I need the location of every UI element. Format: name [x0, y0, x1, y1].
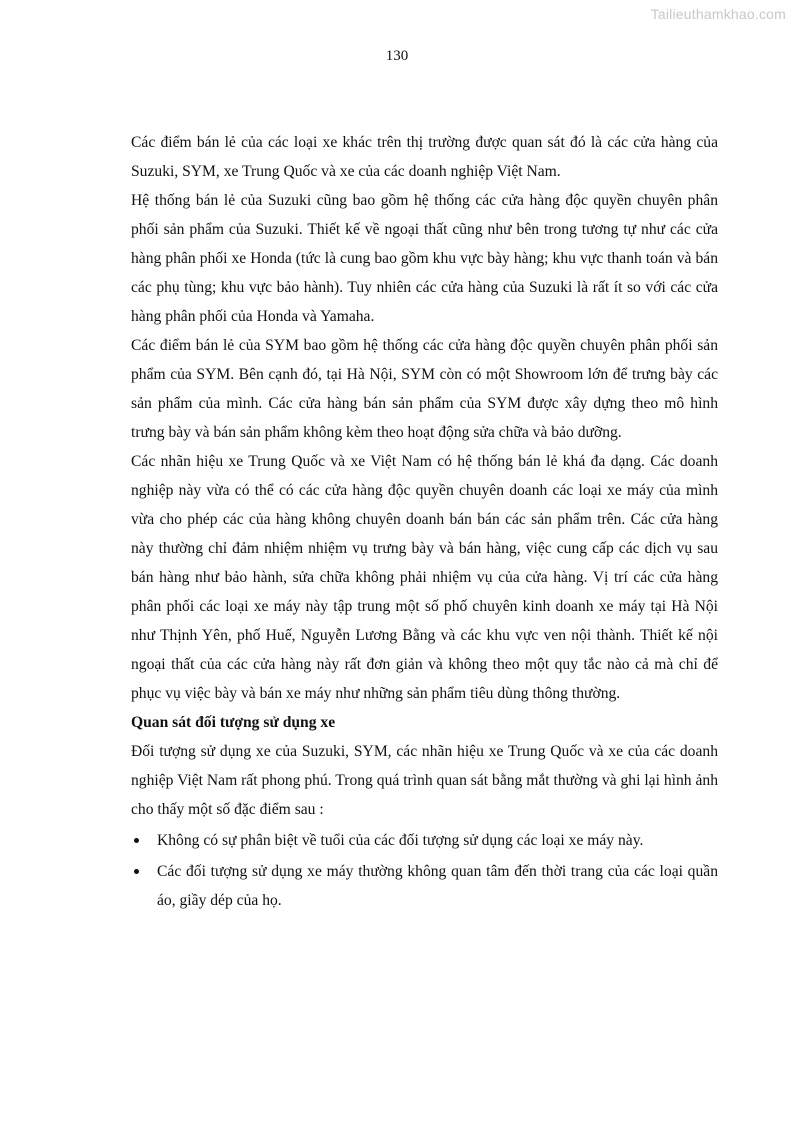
- paragraph-retail-overview: Các điểm bán lẻ của các loại xe khác trên thị trường được quan sát đó là các cửa hàng của Suzuki, SYM, xe Trung Quốc và xe của các doanh nghiệp Việt Nam.: [131, 134, 718, 180]
- bullet-icon: [134, 838, 139, 843]
- paragraph-chinese-vietnamese-retail: Các nhãn hiệu xe Trung Quốc và xe Việt Nam có hệ thống bán lẻ khá đa dạng. Các doanh nghiệp này vừa có thể có các cửa hàng độc quyền chuyên doanh các loại xe máy của mình vừa cho phép các của hàng không chuyên doanh bán bán các sản phẩm trên. Các cửa hàng này thường chỉ đảm nhiệm nhiệm vụ trưng bày và bán hàng, việc cung cấp các dịch vụ sau bán hàng như bảo hành, sửa chữa không phải nhiệm vụ của cửa hàng. Vị trí các cửa hàng phân phối các loại xe máy này tập trung một số phố chuyên kinh doanh xe máy tại Hà Nội như Thịnh Yên, phố Huế, Nguyễn Lương Bằng và các khu vực ven nội thành. Thiết kế nội ngoại thất của các cửa hàng này rất đơn giản và không theo một quy tắc nào cả mà chỉ để phục vụ việc bày và bán xe máy như những sản phẩm tiêu dùng thông thường.: [131, 453, 718, 702]
- list-item: [131, 857, 718, 915]
- list-item: [131, 826, 718, 855]
- section-heading: Quan sát đối tượng sử dụng xe: [131, 714, 336, 731]
- bullet-text: Không có sự phân biệt về tuổi của các đối tượng sử dụng các loại xe máy này.: [157, 832, 644, 849]
- bullet-list: [131, 826, 718, 915]
- paragraph-observation-intro: Đối tượng sử dụng xe của Suzuki, SYM, các nhãn hiệu xe Trung Quốc và xe của các doanh nghiệp Việt Nam rất phong phú. Trong quá trình quan sát bằng mắt thường và ghi lại hình ảnh cho thấy một số đặc điểm sau :: [131, 743, 718, 818]
- bullet-icon: [134, 869, 139, 874]
- bullet-text: Các đối tượng sử dụng xe máy thường không quan tâm đến thời trang của các loại quần áo, giầy dép của họ.: [157, 863, 718, 909]
- page-number: 130: [385, 48, 409, 64]
- watermark-text: Tailieuthamkhao.com: [650, 6, 786, 22]
- document-body: [131, 128, 718, 915]
- paragraph-sym-retail: Các điểm bán lẻ của SYM bao gồm hệ thống các cửa hàng độc quyền chuyên phân phối sản phẩm của SYM. Bên cạnh đó, tại Hà Nội, SYM còn có một Showroom lớn để trưng bày các sản phẩm của mình. Các cửa hàng bán sản phẩm của SYM được xây dựng theo mô hình trưng bày và bán sản phẩm không kèm theo hoạt động sửa chữa và bảo dưỡng.: [131, 337, 718, 441]
- paragraph-suzuki-retail: Hệ thống bán lẻ của Suzuki cũng bao gồm hệ thống các cửa hàng độc quyền chuyên phân phối sản phẩm của Suzuki. Thiết kế về ngoại thất cũng như bên trong tương tự như các cửa hàng phân phối xe Honda (tức là cung bao gồm khu vực bày hàng; khu vực thanh toán và bán các phụ tùng; khu vực bảo hành). Tuy nhiên các cửa hàng của Suzuki là rất ít so với các cửa hàng phân phối của Honda và Yamaha.: [131, 192, 718, 325]
